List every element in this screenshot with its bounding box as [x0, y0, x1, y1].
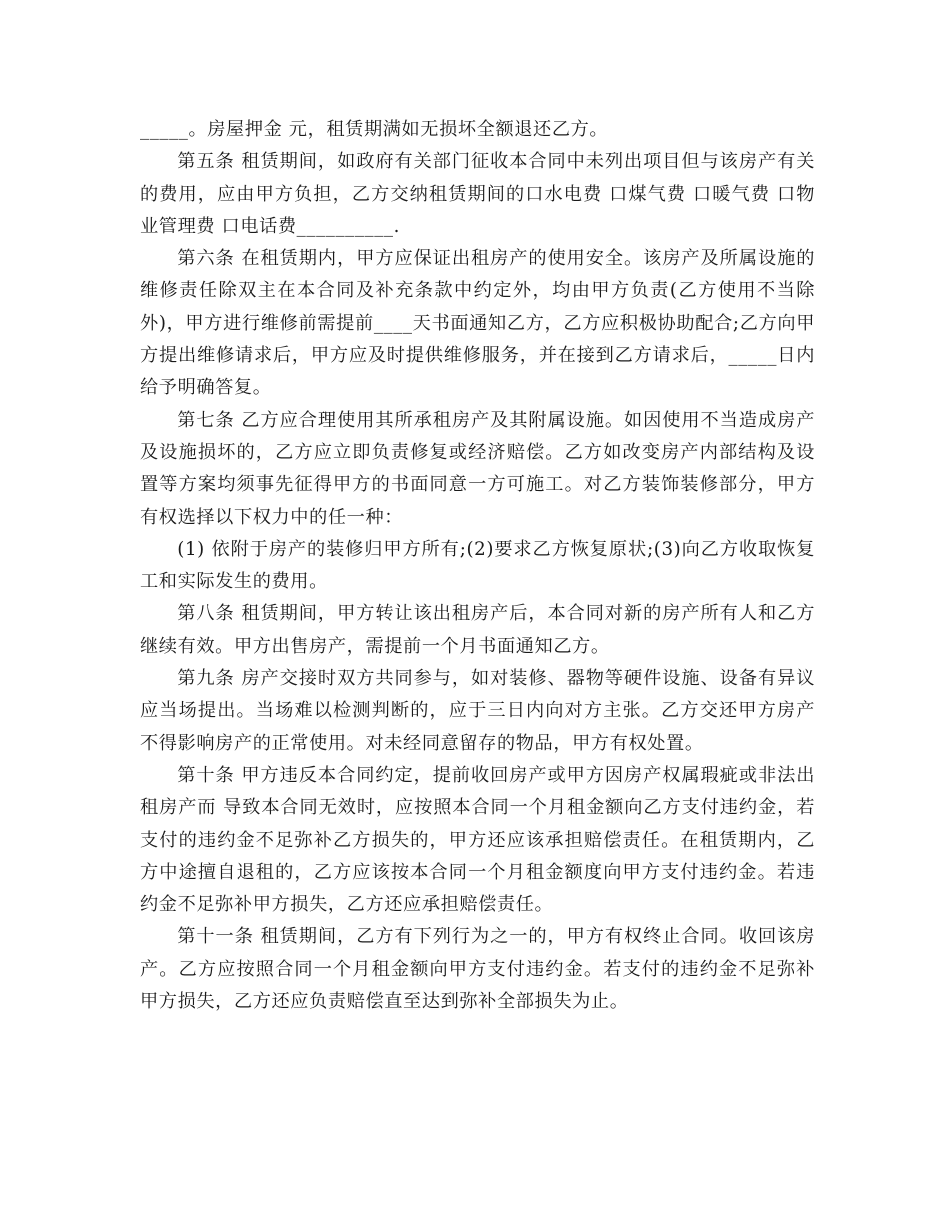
paragraph-article-10: 第十条 甲方违反本合同约定，提前收回房产或甲方因房产权属瑕疵或非法出租房产而 导致本合同无效时，应按照本合同一个月租金额向乙方支付违约金，若支付的违约金不足弥补乙方损失的，甲方还应该承担赔偿责任。在租赁期内，乙方中途擅自退租的，乙方应该按本合同一个月租金额度向甲方支付违约金。若违约金不足弥补甲方损失，乙方还应承担赔偿责任。	[140, 764, 815, 916]
paragraph-article-11: 第十一条 租赁期间，乙方有下列行为之一的，甲方有权终止合同。收回该房产。乙方应按照合同一个月租金额向甲方支付违约金。若支付的违约金不足弥补甲方损失，乙方还应负责赔偿直至达到弥补全部损失为止。	[140, 926, 815, 1013]
paragraph-article-7: 第七条 乙方应合理使用其所承租房产及其附属设施。如因使用不当造成房产及设施损坏的，乙方应立即负责修复或经济赔偿。乙方如改变房产内部结构及设置等方案均须事先征得甲方的书面同意一方可施工。对乙方装饰装修部分，甲方有权选择以下权力中的任一种：	[140, 409, 815, 528]
paragraph-article-6: 第六条 在租赁期内，甲方应保证出租房产的使用安全。该房产及所属设施的维修责任除双主在本合同及补充条款中约定外，均由甲方负责(乙方使用不当除外)，甲方进行维修前需提前____天书面通知乙方，乙方应积极协助配合;乙方向甲方提出维修请求后，甲方应及时提供维修服务，并在接到乙方请求后，_____日内给予明确答复。	[140, 248, 815, 399]
paragraph-article-7-options: (1) 依附于房产的装修归甲方所有;(2)要求乙方恢复原状;(3)向乙方收取恢复工和实际发生的费用。	[140, 538, 815, 593]
paragraph-deposit-clause: _____。房屋押金 元，租赁期满如无损坏全额退还乙方。	[140, 119, 609, 140]
paragraph-article-8: 第八条 租赁期间，甲方转让该出租房产后，本合同对新的房产所有人和乙方继续有效。甲方出售房产，需提前一个月书面通知乙方。	[140, 603, 815, 657]
paragraph-article-9: 第九条 房产交接时双方共同参与，如对装修、器物等硬件设施、设备有异议应当场提出。当场难以检测判断的，应于三日内向对方主张。乙方交还甲方房产不得影响房产的正常使用。对未经同意留存的物品，甲方有权处置。	[140, 668, 815, 754]
contract-page-body	[140, 114, 815, 1018]
paragraph-article-5: 第五条 租赁期间，如政府有关部门征收本合同中未列出项目但与该房产有关的费用，应由甲方负担，乙方交纳租赁期间的口水电费 口煤气费 口暖气费 口物业管理费 口电话费__________.	[140, 151, 815, 237]
